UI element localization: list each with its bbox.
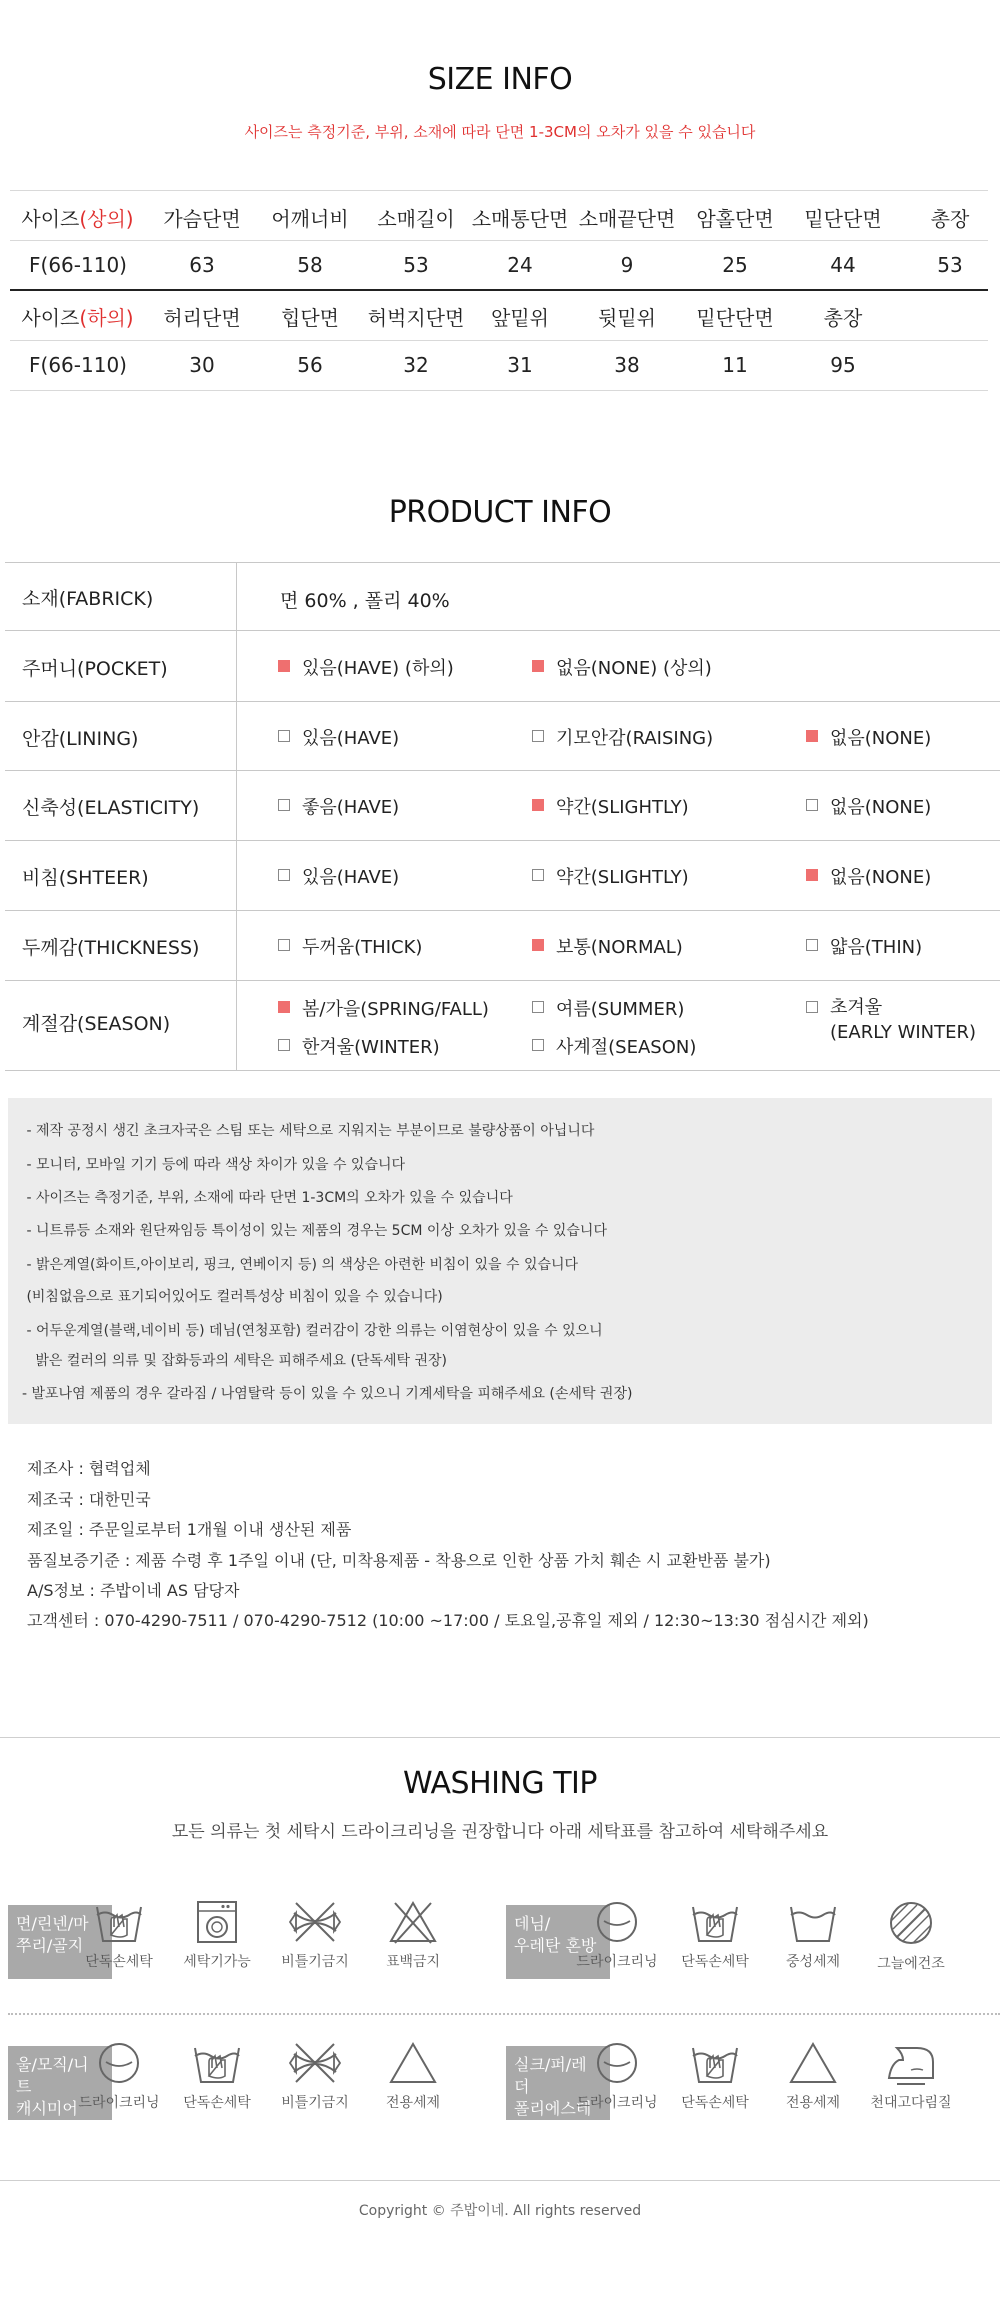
size-value: 11 [722,353,748,377]
no-bleach-icon [368,1899,458,1945]
product-option-text: 좋음(HAVE) [302,797,400,818]
size-value: 32 [403,353,429,377]
season-option [806,995,976,1045]
washing-icon-label: 세탁기가능 [183,1954,251,1970]
washing-icon-item [270,1899,360,1971]
washing-icon-item [670,1899,760,1971]
unchecked-box-icon [806,1001,818,1013]
size-row-label: F(66-110) [29,353,127,377]
product-option [532,863,689,889]
product-option [532,933,683,959]
no-wring-icon [270,1899,360,1945]
product-option-text: 있음(HAVE) [302,727,400,749]
washing-icon-item [670,2040,760,2112]
hand-wash-icon [670,1899,760,1945]
notice-line: 밝은 컬러의 의류 및 잡화등과의 세탁은 피해주세요 (단독세탁 권장) [22,1353,448,1369]
washing-icon-label: 드라이크리닝 [576,2095,658,2111]
product-option-text: 약간(SLIGHTLY) [556,797,689,818]
product-option [278,793,399,819]
size-value: 31 [507,353,533,377]
washing-icon-item [768,1899,858,1971]
size-header-cell: 가슴단면 [163,207,241,231]
iron-icon [866,2040,956,2086]
product-row-label: 신축성(ELASTICITY) [22,797,200,819]
size-header-cell: 어깨너비 [271,207,349,231]
no-wring-icon [270,2040,360,2086]
size-header-cell: 총장 [930,207,970,231]
notice-line: (비침없음으로 표기되어있어도 컬러특성상 비침이 있을 수 있습니다) [22,1289,443,1305]
as-info: A/S정보 : 주밥이네 AS 담당자 [27,1581,240,1600]
unchecked-box-icon [806,799,818,811]
size-row-label: F(66-110) [29,253,127,277]
country-info: 제조국 : 대한민국 [27,1490,151,1509]
washing-icon-label: 단독손세탁 [85,1954,153,1970]
product-row-label: 주머니(POCKET) [22,657,168,680]
washing-icon-label: 단독손세탁 [183,2095,251,2111]
season-option-text-wrap [302,1033,440,1059]
product-option [806,863,931,889]
washing-icon-label: 중성세제 [785,1954,841,1970]
season-option-text: 한겨울(WINTER) [302,1037,440,1058]
checked-box-icon [532,939,544,951]
season-option-text: 초겨울 [830,997,883,1018]
product-option-text: 약간(SLIGHTLY) [556,867,689,888]
cs-info: 고객센터 : 070-4290-7511 / 070-4290-7512 (10:00 ~17:00 / 토요일,공휴일 제외 / 12:30~13:30 점심시간 제외) [27,1611,869,1630]
unchecked-box-icon [278,730,290,742]
unchecked-box-icon [532,730,544,742]
size-value: 44 [830,253,856,277]
product-option [806,724,931,750]
notice-line: - 니트류등 소재와 원단짜임등 특이성이 있는 제품의 경우는 5CM 이상 오차가 있을 수 있습니다 [22,1223,607,1239]
washing-icon-item [74,2040,164,2112]
maker-info: 제조사 : 협력업체 [27,1459,151,1478]
checked-box-icon [806,730,818,742]
product-option-text: 보통(NORMAL) [556,937,683,958]
fabric-value: 면 60% , 폴리 40% [280,590,450,612]
washing-icon-label: 천대고다림질 [870,2095,952,2111]
season-option-subtext: (EARLY WINTER) [830,1022,977,1043]
washing-subtitle: 모든 의류는 첫 세탁시 드라이크리닝을 권장합니다 아래 세탁표를 참고하여 세탁해주세요 [171,1822,829,1842]
size-header-cell: 소매통단면 [471,207,569,231]
size-value: 58 [297,253,323,277]
season-option [532,995,684,1021]
washing-group-label: 면/린넨/마 쭈리/골지 [8,1905,112,1979]
washing-divider [8,2013,1000,2015]
product-option-text: 기모안감(RAISING) [556,727,714,749]
size-header-cell: 허리단면 [163,306,241,330]
season-option [278,1033,440,1059]
washing-icon-label: 단독손세탁 [681,2095,749,2111]
unchecked-box-icon [278,799,290,811]
product-option [806,793,931,819]
size-header-cell: 힙단면 [281,306,339,330]
product-option [532,724,713,750]
size-value: 30 [189,353,215,377]
washing-icon-item [866,2040,956,2112]
checked-box-icon [806,869,818,881]
washing-icon-item [172,2040,262,2112]
washing-icon-label: 드라이크리닝 [78,2095,160,2111]
dry-clean-icon [572,1899,662,1945]
size-label-text: 사이즈 [21,207,80,231]
size-value: 24 [507,253,533,277]
checked-box-icon [532,660,544,672]
size-value: 53 [937,253,963,277]
product-row-label: 안감(LINING) [22,727,139,750]
washing-icon-label: 그늘에건조 [877,1956,945,1972]
season-option-text: 봄/가을(SPRING/FALL) [302,999,489,1020]
product-option [532,654,712,680]
shade-dry-icon [866,1899,956,1947]
washing-icon-item [74,1899,164,1971]
size-header-cell: 총장 [823,306,863,330]
product-option-text: 있음(HAVE) (하의) [302,657,454,679]
season-option-text-wrap [302,995,489,1021]
hand-wash-icon [74,1899,164,1945]
size-notice: 사이즈는 측정기준, 부위, 소재에 따라 단면 1-3CM의 오차가 있을 수 있습니다 [244,123,756,141]
unchecked-box-icon [532,1001,544,1013]
washing-icon-label: 비틀기금지 [281,1954,349,1970]
product-option-text: 없음(NONE) [830,797,932,818]
product-option [278,933,422,959]
size-header-cell: 밑단단면 [804,207,882,231]
size-header-cell: 소매길이 [377,207,455,231]
washing-icon-item [368,2040,458,2112]
size-label-tag: (상의) [79,207,134,231]
triangle-icon [368,2040,458,2086]
size-value: 53 [403,253,429,277]
size-header-label [10,302,145,331]
season-option-text: 사계절(SEASON) [556,1037,697,1058]
copyright: Copyright © 주밥이네. All rights reserved [358,2203,642,2219]
season-option-text-wrap [830,995,976,1045]
washing-group-label: 실크/퍼/레더 폴리에스테르 [506,2046,610,2120]
washing-icon-item [172,1899,262,1971]
season-option [532,1033,696,1059]
season-option [278,995,489,1021]
unchecked-box-icon [532,1039,544,1051]
season-option-text: 여름(SUMMER) [556,999,685,1020]
unchecked-box-icon [532,869,544,881]
product-option [532,793,689,819]
product-row-label: 비침(SHTEER) [22,867,149,889]
size-header-cell: 밑단단면 [696,306,774,330]
washing-icon-label: 전용세제 [785,2095,841,2111]
dry-clean-icon [572,2040,662,2086]
product-option [806,933,922,959]
washing-machine-icon [172,1899,262,1945]
size-header-cell: 소매끝단면 [578,207,676,231]
washing-group-label: 울/모직/니트 캐시미어 [8,2046,112,2120]
washing-icon-label: 비틀기금지 [281,2095,349,2111]
hand-wash-icon [172,2040,262,2086]
unchecked-box-icon [278,939,290,951]
neutral-detergent-icon [768,1899,858,1945]
product-info-title: PRODUCT INFO [388,495,612,530]
size-header-cell: 뒷밑위 [598,306,656,330]
date-info: 제조일 : 주문일로부터 1개월 이내 생산된 제품 [27,1520,352,1539]
size-info-title: SIZE INFO [427,62,573,97]
product-option [278,863,399,889]
washing-icon-label: 단독손세탁 [681,1954,749,1970]
size-value: 25 [722,253,748,277]
size-label-text: 사이즈 [21,306,80,330]
product-row-label: 두께감(THICKNESS) [22,937,200,959]
washing-group-label: 데님/ 우레탄 혼방 [506,1905,610,1979]
size-value: 38 [614,353,640,377]
season-label: 계절감(SEASON) [22,1013,171,1035]
notice-box [8,1098,992,1424]
washing-icon-item [572,2040,662,2112]
notice-line: - 밝은계열(화이트,아이보리, 핑크, 연베이지 등) 의 색상은 아련한 비침이 있을 수 있습니다 [22,1257,579,1273]
washing-icon-label: 표백금지 [385,1954,441,1970]
washing-tip-title: WASHING TIP [403,1766,597,1801]
product-option-text: 얇음(THIN) [830,937,923,958]
washing-icon-item [270,2040,360,2112]
season-option-text-wrap [556,995,684,1021]
washing-icon-item [768,2040,858,2112]
washing-icon-item [866,1899,956,1973]
size-header-cell: 허벅지단면 [367,306,465,330]
notice-line: - 모니터, 모바일 기기 등에 따라 색상 차이가 있을 수 있습니다 [22,1157,406,1173]
product-option [278,654,454,680]
product-option [278,724,399,750]
size-header-cell: 암홀단면 [696,207,774,231]
unchecked-box-icon [806,939,818,951]
checked-box-icon [532,799,544,811]
notice-line: - 제작 공정시 생긴 초크자국은 스팀 또는 세탁으로 지워지는 부분이므로 불량상품이 아닙니다 [22,1123,595,1139]
fabric-label: 소재(FABRICK) [22,588,154,610]
product-option-text: 없음(NONE) (상의) [556,657,712,679]
washing-icon-item [368,1899,458,1971]
washing-icon-item [572,1899,662,1971]
dry-clean-icon [74,2040,164,2086]
unchecked-box-icon [278,869,290,881]
washing-icon-label: 드라이크리닝 [576,1954,658,1970]
size-header-label [10,203,145,232]
unchecked-box-icon [278,1039,290,1051]
hand-wash-icon [670,2040,760,2086]
notice-line: - 사이즈는 측정기준, 부위, 소재에 따라 단면 1-3CM의 오차가 있을 수 있습니다 [22,1190,513,1206]
washing-icon-label: 전용세제 [385,2095,441,2111]
size-header-cell: 앞밑위 [491,306,549,330]
product-option-text: 없음(NONE) [830,867,932,888]
checked-box-icon [278,660,290,672]
size-value: 63 [189,253,215,277]
size-value: 56 [297,353,323,377]
size-value: 9 [620,253,634,277]
quality-info: 품질보증기준 : 제품 수령 후 1주일 이내 (단, 미착용제품 - 착용으로 인한 상품 가치 훼손 시 교환반품 불가) [27,1551,771,1570]
size-value: 95 [830,353,856,377]
checked-box-icon [278,1001,290,1013]
notice-line: - 발포나염 제품의 경우 갈라짐 / 나염탈락 등이 있을 수 있으니 기계세탁을 피해주세요 (손세탁 권장) [22,1386,633,1402]
triangle-icon [768,2040,858,2086]
notice-line: - 어두운계열(블랙,네이비 등) 데님(연청포함) 컬러감이 강한 의류는 이염현상이 있을 수 있으니 [22,1323,603,1339]
product-option-text: 없음(NONE) [830,727,932,749]
season-option-text-wrap [556,1033,696,1059]
product-option-text: 두꺼움(THICK) [302,937,423,958]
product-option-text: 있음(HAVE) [302,867,400,888]
size-label-tag: (하의) [79,306,134,330]
